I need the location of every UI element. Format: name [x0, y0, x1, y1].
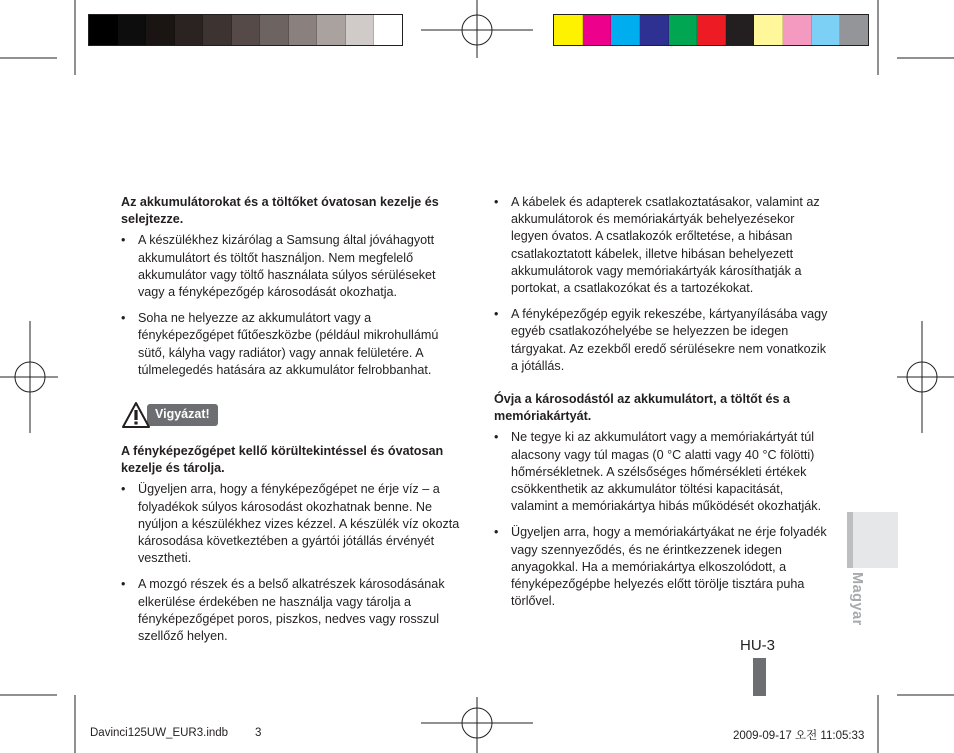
- color-swatch: [640, 15, 669, 45]
- bullet-list: [121, 232, 465, 379]
- language-tab: [847, 512, 898, 568]
- warning-callout: [121, 401, 465, 429]
- bullet-list: [494, 194, 830, 375]
- language-label: Magyar: [849, 572, 865, 626]
- page-number: HU-3: [740, 637, 776, 654]
- color-swatch: [812, 15, 841, 45]
- footer-filename: Davinci125UW_EUR3.indb: [90, 727, 229, 739]
- list-item: • Soha ne helyezze az akkumulátort vagy a fényképezőgépet fűtőeszközbe (például mikrohullámú sütő, kályha vagy radiátor) vagy annak felületére. A túlmelegedés hatására az akkumulátor felrobbanhat.: [121, 310, 465, 379]
- section-heading: Óvja a károsodástól az akkumulátort, a töltőt és a memóriakártyát.: [494, 392, 791, 424]
- gray-swatch: [346, 15, 375, 45]
- gray-swatch: [232, 15, 261, 45]
- left-column: [121, 194, 465, 654]
- list-item: • A fényképezőgép egyik rekeszébe, kártyanyílásába vagy egyéb csatlakozóhelyébe se helyezzen be idegen tárgyakat. Az ezekből eredő sérülésekre nem vonatkozik a jótállás.: [494, 306, 830, 375]
- footer-datetime: 2009-09-17 오전 11:05:33: [733, 730, 865, 742]
- color-swatch: [840, 15, 868, 45]
- list-item: • A kábelek és adapterek csatlakoztatásakor, valamint az akkumulátorok és memóriakártyák behelyezésekor legyen óvatos. A csatlakozók erőltetése, a hibásan csatlakoztatott kábelek, illetve hibásan behelyezett akkumulátorok vagy memóriakártyák károsíthatják a portokat, a csatlakozókat és a tartozékokat.: [494, 194, 830, 297]
- process-color-bar: [553, 14, 869, 46]
- warning-triangle-icon: [121, 401, 151, 429]
- right-column: [494, 194, 830, 619]
- footer-page: 3: [255, 727, 262, 739]
- gray-swatch: [317, 15, 346, 45]
- color-swatch: [669, 15, 698, 45]
- gray-swatch: [175, 15, 204, 45]
- gray-swatch: [260, 15, 289, 45]
- list-item: • A készülékhez kizárólag a Samsung által jóváhagyott akkumulátort és töltőt használjon. Nem megfelelő akkumulátor vagy töltő használata súlyos sérüléseket vagy a fényképezőgép károsodását okozhatja.: [121, 232, 465, 301]
- color-swatch: [583, 15, 612, 45]
- bullet-list: [494, 429, 830, 610]
- language-tab-strip: [847, 512, 853, 568]
- list-item: • Ügyeljen arra, hogy a fényképezőgépet ne érje víz – a folyadékok súlyos károsodást okozhatnak benne. Ne nyúljon a készülékhez vizes kézzel. A készülék víz okozta károsodása következtében a gyártói jótállás érvényét vesztheti.: [121, 481, 465, 567]
- color-swatch: [611, 15, 640, 45]
- bullet-list: [121, 481, 465, 645]
- gray-swatch: [203, 15, 232, 45]
- gray-swatch: [89, 15, 118, 45]
- gray-swatch: [146, 15, 175, 45]
- section-heading: A fényképezőgépet kellő körültekintéssel és óvatosan kezelje és tárolja.: [121, 444, 444, 476]
- warning-label: Vigyázat!: [147, 404, 218, 426]
- page-marker-block: [753, 658, 766, 696]
- gray-swatch: [118, 15, 147, 45]
- color-swatch: [554, 15, 583, 45]
- color-swatch: [754, 15, 783, 45]
- color-swatch: [697, 15, 726, 45]
- list-item: • Ne tegye ki az akkumulátort vagy a memóriakártyát túl alacsony vagy túl magas (0 °C alatti vagy 40 °C fölötti) hőmérsékletnek. A szélsőséges hőmérsékleti értékek csökkenthetik az akkumulátor töltési kapacitását, valamint a memóriakártya hibás működését okozhatják.: [494, 429, 830, 515]
- list-item: • Ügyeljen arra, hogy a memóriakártyákat ne érje folyadék vagy szennyeződés, és ne érintkezzenek idegen anyagokkal. Ha a memóriakártya elkoszolódott, a fényképezőgépbe helyezés előtt törölje tisztára puha törlővel.: [494, 524, 830, 610]
- color-swatch: [726, 15, 755, 45]
- color-swatch: [783, 15, 812, 45]
- gray-swatch: [289, 15, 318, 45]
- gray-swatch: [374, 15, 402, 45]
- grayscale-color-bar: [88, 14, 403, 46]
- section-heading: Az akkumulátorokat és a töltőket óvatosan kezelje és selejtezze.: [121, 195, 439, 227]
- list-item: • A mozgó részek és a belső alkatrészek károsodásának elkerülése érdekében ne használja vagy tárolja a fényképezőgépet poros, piszkos, nedves vagy rosszul szellőző helyen.: [121, 576, 465, 645]
